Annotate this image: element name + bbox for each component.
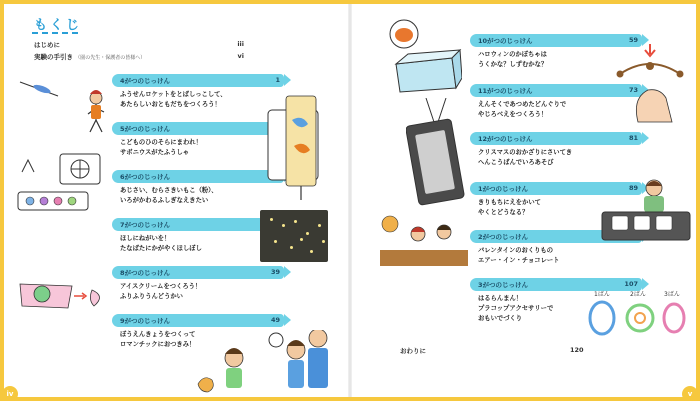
step-label-one: 1ばん xyxy=(594,291,610,298)
description-line: きりもちにえをかいて xyxy=(478,199,541,206)
description-line: プラコップアクセサリーで xyxy=(478,305,554,312)
toc-heading-underline xyxy=(32,32,78,34)
description-line: へんこうばんでいろあそび xyxy=(478,159,554,166)
starry-sky-illustration xyxy=(260,210,328,262)
front-matter-page: iii xyxy=(237,40,244,48)
front-matter-item[interactable] xyxy=(34,52,145,61)
telescope-family-illustration xyxy=(194,330,344,394)
chapter-label: 4がつのじっけん xyxy=(120,77,171,85)
ice-cream-bag-illustration xyxy=(18,276,110,316)
description-line: ぼうえんきょうをつくって xyxy=(120,331,196,338)
chapter-description xyxy=(470,145,642,168)
description-line: あじさい、むらさきいもこ（粉）、 xyxy=(120,187,218,194)
chapter-label: 12がつのじっけん xyxy=(478,135,533,143)
toc-entry-august[interactable] xyxy=(112,266,284,302)
description-line: あたらしいおともだちをつくろう！ xyxy=(120,101,221,108)
front-matter-label: はじめに xyxy=(34,41,60,49)
description-line: バレンタインのおくりもの xyxy=(478,247,554,254)
star-icon xyxy=(270,218,273,221)
chapter-description xyxy=(112,279,284,302)
rice-cake-grill-illustration xyxy=(598,176,694,248)
chapter-tab xyxy=(112,266,284,279)
front-matter-item[interactable] xyxy=(34,40,60,49)
right-page xyxy=(350,4,696,397)
step-label-two: 2ばん xyxy=(630,291,646,298)
description-line: ふりふりうんどうかい xyxy=(120,293,183,300)
description-line: ロマンチックにおつきみ！ xyxy=(120,341,196,348)
description-line: おもいでづくり xyxy=(478,315,523,322)
description-line: やじろべえをつくろう！ xyxy=(478,111,548,118)
chapter-description xyxy=(112,231,284,254)
star-icon xyxy=(318,224,321,227)
front-matter-label: 実験の手引き xyxy=(34,53,73,61)
chapter-label: 2がつのじっけん xyxy=(478,233,529,241)
description-line: サボニウスがたふうしゃ xyxy=(120,149,190,156)
description-line: やくとどうなる？ xyxy=(478,209,529,216)
star-icon xyxy=(310,250,313,253)
book-spread xyxy=(4,4,696,397)
page-number: 39 xyxy=(270,268,280,276)
chapter-tab xyxy=(112,74,284,87)
star-icon xyxy=(290,246,293,249)
page-number: 73 xyxy=(628,86,638,94)
balloon-rocket-illustration xyxy=(18,76,108,136)
step-label-three: 3ばん xyxy=(664,291,680,298)
description-line: えんそくであつめたどんぐりで xyxy=(478,101,567,108)
star-icon xyxy=(274,240,277,243)
chapter-label: 9がつのじっけん xyxy=(120,317,171,325)
description-line: クリスマスのおかざりにさいてき xyxy=(478,149,573,156)
front-matter-note: （園の先生・保護者の皆様へ） xyxy=(75,55,146,61)
toc-heading: もくじ xyxy=(34,18,83,33)
page-number: 59 xyxy=(628,36,638,44)
page-number: 1 xyxy=(275,76,280,84)
description-line: エアー・イン・チョコレート xyxy=(478,257,560,264)
page-folio-left: iv xyxy=(2,386,18,401)
description-line: うくかな？しずむかな？ xyxy=(478,61,548,68)
page-folio-right: v xyxy=(682,386,698,401)
description-line: ふうせんロケットをとばしっこして、 xyxy=(120,91,227,98)
windmill-pinwheel-illustration xyxy=(16,150,106,220)
description-line: たなばたにかがやくほしぼし xyxy=(120,245,202,252)
valentine-kids-illustration xyxy=(378,210,468,272)
star-icon xyxy=(282,224,285,227)
description-line: こどものひのそらにまわれ！ xyxy=(120,139,202,146)
front-matter-page: vi xyxy=(237,52,244,60)
balancing-toy-illustration xyxy=(612,44,688,124)
chapter-tab xyxy=(112,218,284,231)
star-icon xyxy=(322,240,325,243)
left-page xyxy=(4,4,350,397)
chapter-label: 6がつのじっけん xyxy=(120,173,171,181)
paper-windmill-tube-illustration xyxy=(258,90,328,202)
chapter-label: 1がつのじっけん xyxy=(478,185,529,193)
chapter-tab xyxy=(112,314,284,327)
toc-entry-december[interactable] xyxy=(470,132,642,168)
chapter-label: 11がつのじっけん xyxy=(478,87,533,95)
cup-accessory-illustration xyxy=(586,286,690,340)
page-number: 107 xyxy=(624,280,638,288)
page-number: 89 xyxy=(628,184,638,192)
star-icon xyxy=(300,238,303,241)
star-icon xyxy=(294,220,297,223)
chapter-label: 8がつのじっけん xyxy=(120,269,171,277)
toc-ending-page: 120 xyxy=(570,346,584,354)
description-line: ほしにねがいを！ xyxy=(120,235,171,242)
pumpkin-water-tank-illustration xyxy=(386,18,462,94)
chapter-label: 7がつのじっけん xyxy=(120,221,171,229)
star-icon xyxy=(306,232,309,235)
chapter-tab xyxy=(470,132,642,145)
chapter-label: 3がつのじっけん xyxy=(478,281,529,289)
description-line: いろがかわるふしぎなえきたい xyxy=(120,197,209,204)
chapter-label: 10がつのじっけん xyxy=(478,37,533,45)
toc-ending-item[interactable]: おわりに xyxy=(400,347,426,355)
toc-entry-july[interactable] xyxy=(112,218,284,254)
page-number: 49 xyxy=(270,316,280,324)
description-line: アイスクリームをつくろう！ xyxy=(120,283,202,290)
description-line: ハロウィンのかぼちゃは xyxy=(478,51,547,58)
chapter-label: 5がつのじっけん xyxy=(120,125,171,133)
description-line: はるらんまん！ xyxy=(478,295,523,302)
page-number: 81 xyxy=(628,134,638,142)
polarizer-ornament-illustration xyxy=(406,98,466,208)
